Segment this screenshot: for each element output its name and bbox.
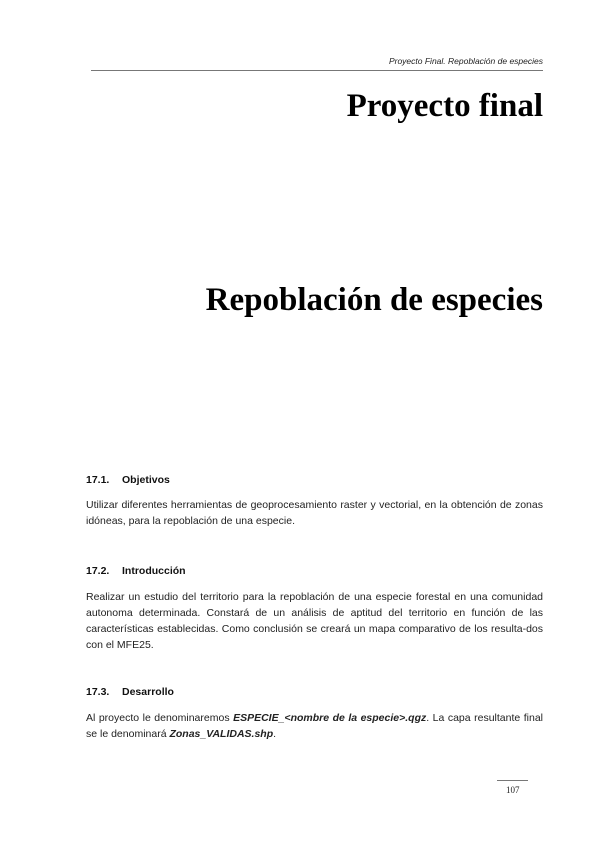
chapter-title: Proyecto final: [346, 88, 543, 124]
section-number: 17.1.: [86, 474, 110, 486]
paragraph-text: .: [273, 728, 277, 740]
section-paragraph: [86, 710, 543, 742]
section-paragraph: Realizar un estudio del territorio para la repoblación de una especie forestal en una comunidad autonoma determinada. Constará de un análisis de aptitud del territorio en función de las características establecidas. Como conclusión se creará un mapa comparativo de los resulta-dos con el MFE25.: [86, 591, 543, 651]
section-title: Introducción: [122, 565, 186, 577]
section-desarrollo: [86, 686, 543, 742]
section-introduccion: [86, 565, 543, 653]
page-number: 107: [506, 785, 520, 795]
running-header: Proyecto Final. Repoblación de especies: [388, 56, 543, 66]
section-number: 17.3.: [86, 686, 110, 698]
section-heading: [86, 565, 543, 577]
section-title: Desarrollo: [122, 686, 174, 698]
section-heading: [86, 474, 543, 486]
chapter-subtitle: Repoblación de especies: [205, 282, 543, 318]
section-paragraph: Utilizar diferentes herramientas de geoprocesamiento raster y vectorial, en la obtención de zonas idóneas, para la repoblación de una especie.: [86, 499, 543, 527]
result-filename: Zonas_VALIDAS.shp: [169, 728, 274, 740]
project-filename: ESPECIE_<nombre de la especie>.qgz: [233, 712, 427, 724]
section-number: 17.2.: [86, 565, 110, 577]
section-objetivos: [86, 474, 543, 529]
header-rule: [91, 70, 543, 71]
section-heading: [86, 686, 543, 698]
footer-rule: [497, 780, 528, 781]
section-title: Objetivos: [122, 474, 170, 486]
paragraph-text: Al proyecto le denominaremos: [86, 712, 234, 724]
paragraph-text: . La capa resultante final se le denominará: [86, 712, 543, 740]
